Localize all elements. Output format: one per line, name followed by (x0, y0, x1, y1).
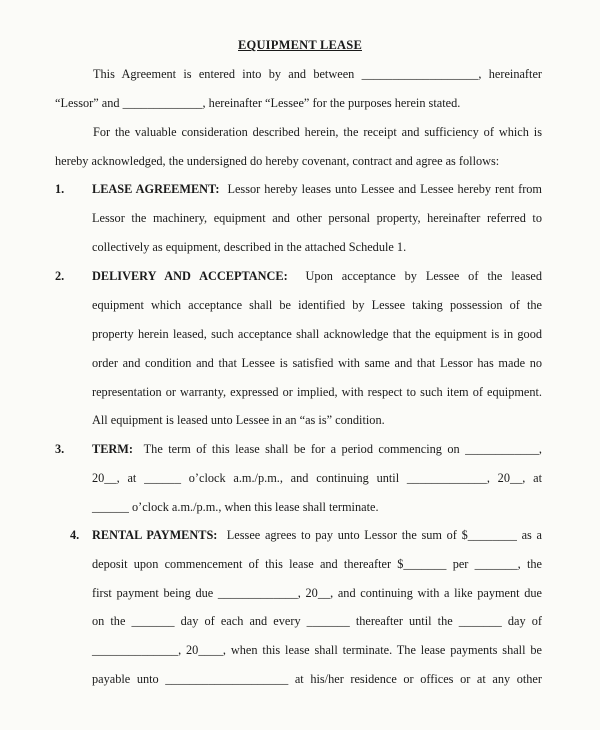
section-4-heading: RENTAL PAYMENTS: (92, 528, 218, 542)
section-3-line-2: 20__, at ______ o’clock a.m./p.m., and continuing until _____________, 20__, at (92, 471, 542, 485)
section-2-line-1 (92, 268, 542, 284)
section-3-text-1: The term of this lease shall be for a period commencing on ____________, (143, 442, 542, 456)
section-2-line-5: representation or warranty, expressed or implied, with respect to such item of equipment. (92, 385, 542, 399)
section-2-line-2: equipment which acceptance shall be identified by Lessee taking possession of the (92, 298, 542, 312)
section-2-text-1: Upon acceptance by Lessee of the leased (305, 269, 542, 283)
document-title: EQUIPMENT LEASE (238, 38, 362, 52)
section-2-heading: DELIVERY AND ACCEPTANCE: (92, 269, 288, 283)
consideration-line-1: For the valuable consideration described herein, the receipt and sufficiency of which is (93, 125, 542, 139)
section-4-line-6: payable unto ____________________ at his/her residence or offices or at any other (92, 672, 542, 686)
section-4-line-5: ______________, 20____, when this lease shall terminate. The lease payments shall be (92, 643, 542, 657)
section-3-line-3: ______ o’clock a.m./p.m., when this lease shall terminate. (92, 500, 379, 514)
section-3-number: 3. (55, 442, 65, 456)
section-1-line-1 (92, 181, 542, 197)
section-1-line-3: collectively as equipment, described in the attached Schedule 1. (92, 240, 407, 254)
intro-line-1: This Agreement is entered into by and between ___________________, hereinafter (93, 67, 542, 81)
section-4-text-1: Lessee agrees to pay unto Lessor the sum of $________ as a (226, 528, 542, 542)
section-3-heading: TERM: (92, 442, 133, 456)
section-4-line-2: deposit upon commencement of this lease and thereafter $_______ per _______, the (92, 557, 542, 571)
section-2-number: 2. (55, 269, 65, 283)
section-4-line-1 (92, 527, 542, 543)
section-4-number: 4. (70, 528, 80, 542)
section-1-heading: LEASE AGREEMENT: (92, 182, 220, 196)
section-3-line-1 (92, 441, 542, 457)
intro-line-2: “Lessor” and _____________, hereinafter “Lessee” for the purposes herein stated. (55, 96, 461, 110)
section-1-text-1: Lessor hereby leases unto Lessee and Lessee hereby rent from (227, 182, 543, 196)
section-2-line-3: property herein leased, such acceptance shall acknowledge that the equipment is in good (92, 327, 542, 341)
section-1-line-2: Lessor the machinery, equipment and other personal property, hereinafter referred to (92, 211, 542, 225)
section-2-line-4: order and condition and that Lessee is satisfied with same and that Lessor has made no (92, 356, 542, 370)
consideration-line-2: hereby acknowledged, the undersigned do hereby covenant, contract and agree as follows: (55, 154, 500, 168)
section-1-number: 1. (55, 182, 65, 196)
section-4-line-4: on the _______ day of each and every _______ thereafter until the _______ day of (92, 614, 542, 628)
section-4-line-3: first payment being due _____________, 20__, and continuing with a like payment due (92, 586, 542, 600)
section-2-line-6: All equipment is leased unto Lessee in an “as is” condition. (92, 413, 385, 427)
